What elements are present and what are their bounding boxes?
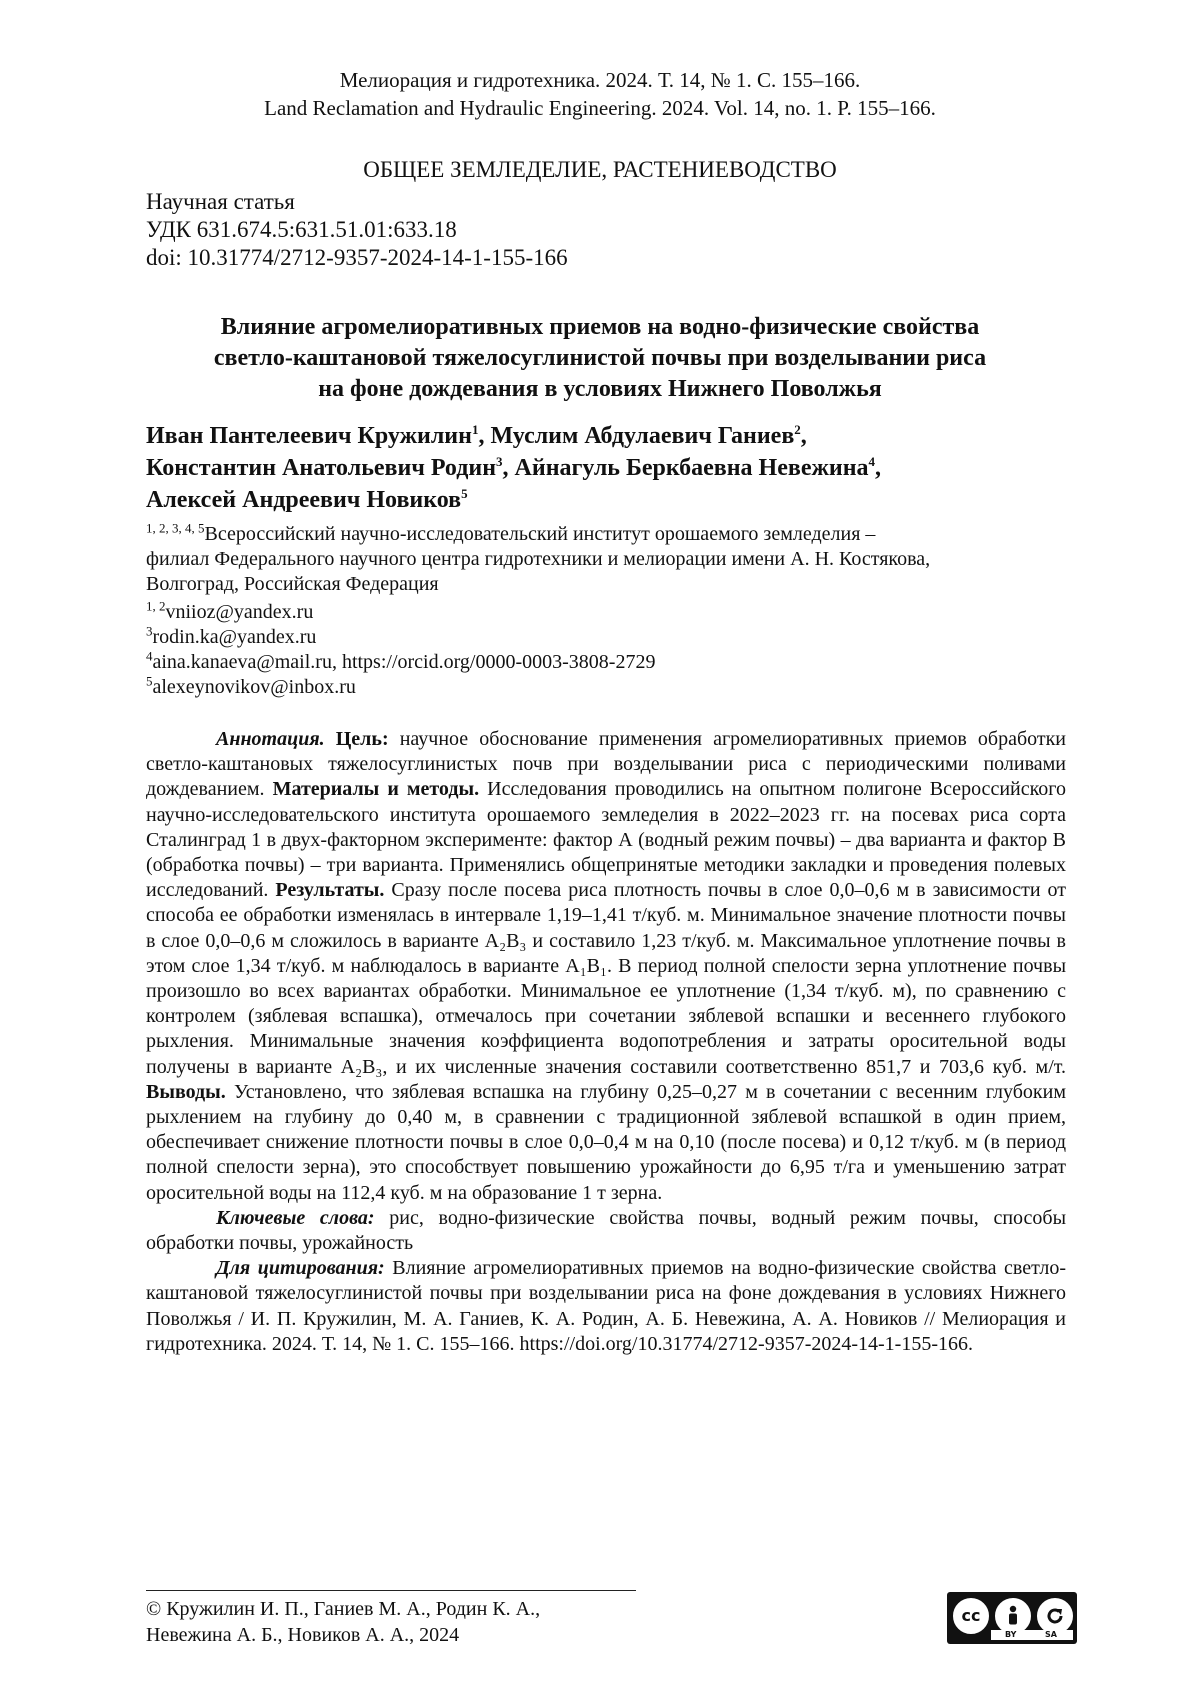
email-link[interactable]: aina.kanaeva@mail.ru, https://orcid.org/0000-0003-3808-2729: [152, 651, 656, 673]
affiliation-sup: 1, 2, 3, 4, 5: [146, 520, 205, 536]
title-line: Влияние агромелиоративных приемов на водно-физические свойства: [220, 314, 980, 340]
keywords-label: Ключевые слова:: [216, 1206, 375, 1229]
email-line: [146, 625, 316, 650]
license-label-bar: [991, 1630, 1073, 1640]
results-text: Сразу после посева риса плотность почвы в слое 0,0–0,6 м в зависимости от способа ее обработки изменялась в интервале 1,19–1,41 т/куб. м. Минимальное значение плотности почвы в слое 0,0–0,6 м сложилось в варианте A₂B₃ и составило 1,23 т/куб. м. Максимальное уплотнение почвы в этом слое 1,34 т/куб. м наблюдалось в варианте A₁B₁. В период полной спелости зерна уплотнение почвы произошло во всех вариантах обработки. Минимальное ее уплотнение (1,34 т/куб. м), по сравнению с контролем (зяблевая вспашка), отмечалось при сочетании зяблевой вспашки и весеннего глубокого рыхления. Минимальные значения коэффициента водопотребления и затраты оросительной воды получены в варианте A₂B₃, и их численные значения составили соответственно 851,7 и 703,6 куб. м/т.: [146, 879, 1067, 1078]
person-icon: [998, 1601, 1028, 1631]
email-line: [146, 600, 313, 625]
email-line: [146, 675, 356, 700]
abstract-label: Аннотация.: [216, 728, 325, 750]
by-label: BY: [1005, 1630, 1017, 1639]
journal-line-ru: Мелиорация и гидротехника. 2024. Т. 14, № 1. С. 155–166.: [339, 68, 861, 92]
cc-by-sa-license-badge[interactable]: [947, 1592, 1077, 1644]
goal-text: научное обоснование применения агромелиоративных приемов обработки светло-каштановых тяжелосуглинистых почв при возделывании риса с периодическими поливами дождеванием.: [146, 728, 1067, 801]
author-name: Иван Пантелеевич Кружилин: [146, 423, 472, 449]
author-name: Айнагуль Беркбаевна Невежина: [514, 455, 869, 481]
email-sup: 4: [146, 648, 153, 664]
author-sup: 1: [471, 422, 479, 437]
citation-text: Влияние агромелиоративных приемов на водно-физические свойства светло-каштановой тяжелосуглинистой почвы при возделывании риса на фоне дождевания в условиях Нижнего Поволжья / И. П. Кружилин, М. А. Ганиев, К. А. Родин, А. Б. Невежина, А. А. Новиков // Мелиорация и гидротехника. 2024. Т. 14, № 1. С. 155–166. https://doi.org/10.31774/2712-9357-2024-14-1-155-166.: [146, 1257, 1067, 1355]
share-alike-arrow-icon: [1040, 1601, 1070, 1631]
copyright-line: © Кружилин И. П., Ганиев М. А., Родин К. А.,: [146, 1598, 541, 1620]
keywords-paragraph: [146, 1206, 1066, 1256]
copyright: [146, 1596, 540, 1648]
email-sup: 5: [146, 673, 153, 689]
doi: doi: 10.31774/2712-9357-2024-14-1-155-166: [146, 245, 568, 270]
email-sup: 1, 2: [146, 598, 166, 614]
section-heading: ОБЩЕЕ ЗЕМЛЕДЕЛИЕ, РАСТЕНИЕВОДСТВО: [363, 157, 837, 182]
email-link[interactable]: rodin.ka@yandex.ru: [152, 626, 317, 648]
affiliation-line: филиал Федерального научного центра гидротехники и мелиорации имени А. Н. Костякова,: [146, 548, 931, 570]
citation-paragraph: [146, 1256, 1066, 1357]
citation-label: Для цитирования:: [216, 1257, 385, 1280]
goal-label: Цель:: [335, 728, 389, 750]
abstract-paragraph: [146, 727, 1066, 1206]
article-title: [146, 312, 1054, 405]
methods-text: Исследования проводились на опытном полигоне Всероссийского научно-исследовательского института орошаемого земледелия в 2022–2023 гг. на посевах риса сорта Сталинград 1 в двух-факторном эксперименте: фактор А (водный режим почвы) – два варианта и фактор В (обработка почвы) – три варианта. Применялись общепринятые методики закладки и проведения полевых исследований.: [146, 778, 1067, 902]
author-sup: 3: [496, 454, 503, 469]
affiliation-line: Всероссийский научно-исследовательский институт орошаемого земледелия –: [204, 523, 876, 545]
author-name: Алексей Андреевич Новиков: [146, 487, 462, 513]
title-line: светло-каштановой тяжелосуглинистой почвы при возделывании риса: [213, 345, 987, 371]
author-name: Константин Анатольевич Родин: [146, 455, 497, 481]
email-link[interactable]: alexeynovikov@inbox.ru: [152, 676, 356, 698]
conclusions-label: Выводы.: [146, 1080, 226, 1103]
email-line: [146, 650, 655, 675]
title-line: на фоне дождевания в условиях Нижнего Поволжья: [318, 376, 882, 402]
share-alike-icon: [1037, 1598, 1073, 1634]
cc-icon: cc: [953, 1598, 989, 1634]
sa-label: SA: [1045, 1630, 1057, 1639]
attribution-person-icon: [995, 1598, 1031, 1634]
footnote-divider: [146, 1590, 636, 1591]
email-link[interactable]: vniioz@yandex.ru: [165, 601, 314, 623]
email-sup: 3: [146, 623, 153, 639]
results-label: Результаты.: [275, 879, 385, 902]
affiliation-line: Волгоград, Российская Федерация: [146, 573, 439, 595]
article-type: Научная статья: [146, 189, 295, 214]
conclusions-text: Установлено, что зяблевая вспашка на глубину 0,25–0,27 м в сочетании с весенним глубоким рыхлением на глубину до 0,40 м, в сравнении с традиционной зяблевой вспашкой в один прием, обеспечивает снижение плотности почвы в слое 0,0–0,4 м на 0,10 (после посева) и 0,12 т/куб. м (в период полной спелости зерна), это способствует повышению урожайности до 6,95 т/га и уменьшению затрат оросительной воды на 112,4 куб. м на образование 1 т зерна.: [146, 1080, 1066, 1204]
udk: УДК 631.674.5:631.51.01:633.18: [146, 217, 457, 242]
author-sup: 2: [794, 422, 801, 437]
affiliation: [146, 522, 1066, 597]
author-name: Муслим Абдулаевич Ганиев: [490, 423, 795, 449]
author-sup: 4: [868, 454, 876, 469]
author-sup: 5: [461, 486, 468, 501]
abstract-block: [146, 727, 1066, 1357]
methods-label: Материалы и методы.: [272, 778, 480, 801]
keywords-text: рис, водно-физические свойства почвы, водный режим почвы, способы обработки почвы, урожайность: [146, 1206, 1067, 1255]
journal-line-en: Land Reclamation and Hydraulic Engineering. 2024. Vol. 14, no. 1. P. 155–166.: [264, 96, 936, 120]
author-list: Иван Пантелеевич Кружилин$^1$, Муслим Абдулаевич Ганиев$^2$, Константин Анатольевич Родин$^3$, Айнагуль Беркбаевна Невежина$^4$, Алексей Андреевич Новиков$^5$: [146, 422, 882, 513]
copyright-line: Невежина А. Б., Новиков А. А., 2024: [146, 1624, 460, 1646]
